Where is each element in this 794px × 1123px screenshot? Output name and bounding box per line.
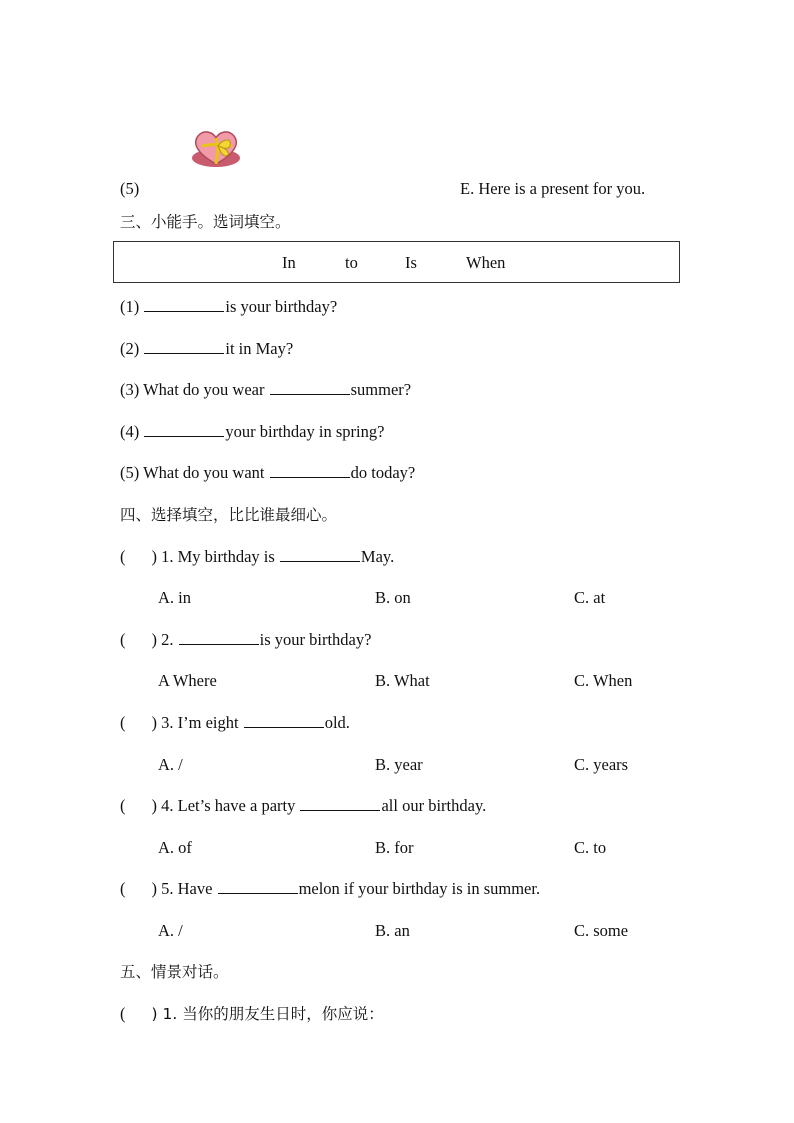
answer-blank[interactable]	[218, 879, 298, 894]
option-c[interactable]: C. at	[574, 588, 606, 607]
fill-question-4: (4) your birthday in spring?	[120, 422, 385, 441]
section3-title: 三、小能手。选词填空。	[120, 213, 291, 231]
answer-option-e: E. Here is a present for you.	[460, 179, 646, 198]
choice-question-2: ( ) 2. is your birthday?	[120, 630, 372, 649]
answer-blank[interactable]	[270, 463, 350, 478]
fill-question-2: (2) it in May?	[120, 339, 294, 358]
option-a[interactable]: A. /	[158, 755, 183, 774]
answer-blank[interactable]	[144, 422, 224, 437]
answer-blank[interactable]	[144, 339, 224, 354]
fill-question-1: (1) is your birthday?	[120, 297, 338, 316]
answer-blank[interactable]	[300, 796, 380, 811]
choice-question-1: ( ) 1. My birthday is May.	[120, 547, 395, 566]
choice-question-5: ( ) 5. Have melon if your birthday is in summer.	[120, 879, 541, 898]
item-number: (5)	[120, 179, 140, 198]
word-bank	[113, 241, 680, 283]
answer-blank[interactable]	[244, 713, 324, 728]
heart-gift-box-icon	[188, 124, 244, 170]
option-a[interactable]: A. in	[158, 588, 191, 607]
option-a[interactable]: A. /	[158, 921, 183, 940]
section4-title: 四、选择填空，比比谁最细心。	[120, 506, 338, 524]
option-a[interactable]: A. of	[158, 838, 192, 857]
option-b[interactable]: B. on	[375, 588, 411, 607]
answer-blank[interactable]	[144, 297, 224, 312]
option-b[interactable]: B. an	[375, 921, 410, 940]
answer-blank[interactable]	[270, 380, 350, 395]
option-b[interactable]: B. What	[375, 671, 430, 690]
option-a[interactable]: A Where	[158, 671, 217, 690]
dialogue-question-1: ( ) 1. 当你的朋友生日时，你应说：	[120, 1004, 384, 1023]
word-bank-word: In	[282, 253, 296, 272]
word-bank-word: When	[466, 253, 506, 272]
section5-title: 五、情景对话。	[120, 963, 229, 981]
word-bank-word: to	[345, 253, 358, 272]
word-bank-word: Is	[405, 253, 417, 272]
choice-question-3: ( ) 3. I’m eight old.	[120, 713, 350, 732]
option-c[interactable]: C. When	[574, 671, 633, 690]
choice-question-4: ( ) 4. Let’s have a party all our birthday.	[120, 796, 487, 815]
option-c[interactable]: C. years	[574, 755, 629, 774]
option-b[interactable]: B. year	[375, 755, 423, 774]
answer-blank[interactable]	[179, 630, 259, 645]
option-b[interactable]: B. for	[375, 838, 414, 857]
answer-blank[interactable]	[280, 547, 360, 562]
fill-question-5: (5) What do you want do today?	[120, 463, 416, 482]
option-c[interactable]: C. to	[574, 838, 607, 857]
fill-question-3: (3) What do you wear summer?	[120, 380, 412, 399]
option-c[interactable]: C. some	[574, 921, 629, 940]
